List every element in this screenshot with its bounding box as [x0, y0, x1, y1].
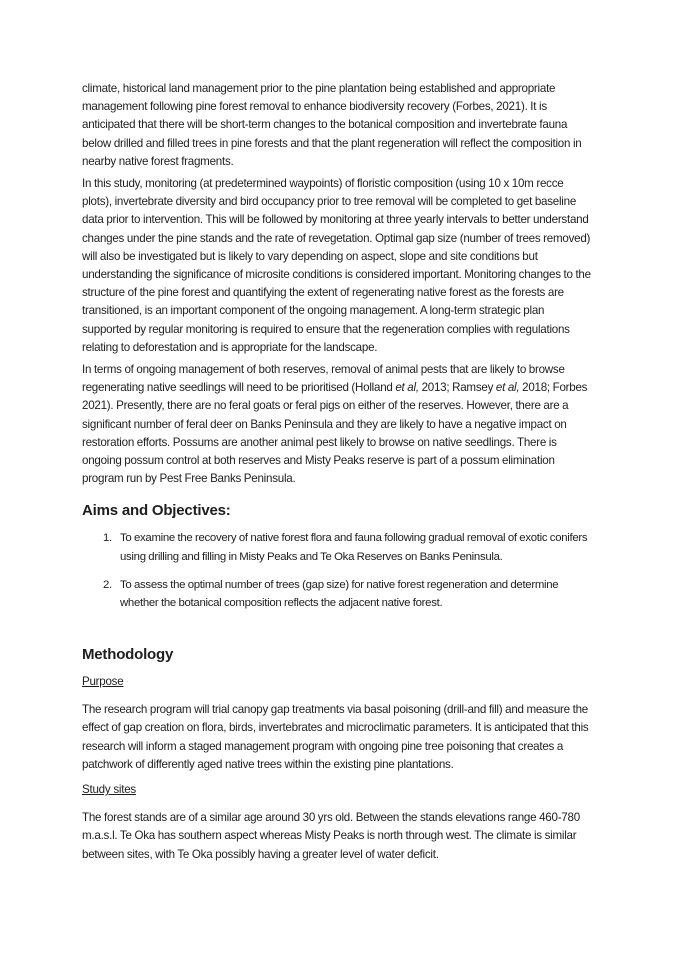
italic-citation-text: et al, [495, 381, 520, 395]
list-item [82, 529, 593, 565]
objectives-list [82, 529, 593, 612]
document-body [82, 80, 593, 864]
aims-and-objectives-heading: Aims and Objectives: [82, 502, 231, 520]
pest-management-paragraph: In terms of ongoing management of both reserves, removal of animal pests that are likely to browse regenerating native seedlings will need to be prioritised (Holland et al, 2013; Ramsey et al, 2018; Forbes 2021). Presently, there are no feral goats or feral pigs on either of the reserves. However, there are a significant number of feral deer on Banks Peninsula and they are likely to have a negative impact on restoration efforts. Possums are another animal pest likely to browse on native seedlings. There is ongoing possum control at both reserves and Misty Peaks reserve is part of a possum elimination program run by Pest Free Banks Peninsula. [82, 363, 588, 486]
list-item-number: 1. [103, 532, 112, 545]
list-item-text: To assess the optimal number of trees (gap size) for native forest regeneration and determine whether the botanical composition reflects the adjacent native forest. [120, 578, 559, 610]
study-sites-subheading: Study sites [82, 783, 136, 797]
list-item-number: 2. [103, 578, 112, 591]
study-sites-paragraph: The forest stands are of a similar age around 30 yrs old. Between the stands elevations range 460-780 m.a.s.l. Te Oka has southern aspect whereas Misty Peaks is north through west. The climate is similar between sites, with Te Oka possibly having a greater level of water deficit. [82, 811, 580, 861]
methodology-heading: Methodology [82, 646, 174, 664]
italic-citation-text: et al, [395, 381, 419, 395]
list-item [82, 576, 593, 612]
purpose-paragraph: The research program will trial canopy gap treatments via basal poisoning (drill-and fill) and measure the effect of gap creation on flora, birds, invertebrates and microclimatic parameters. It is anticipated that this research will inform a staged management program with ongoing pine tree poisoning that creates a patchwork of differently aged native trees within the existing pine plantations. [82, 703, 589, 771]
study-monitoring-paragraph: In this study, monitoring (at predetermined waypoints) of floristic composition (using 10 x 10m recce plots), invertebrate diversity and bird occupancy prior to tree removal will be completed to get baseline data prior to intervention. This will be followed by monitoring at three yearly intervals to better understand changes under the pine stands and the rate of revegetation. Optimal gap size (number of trees removed) will also be investigated but is likely to vary depending on aspect, slope and site conditions but understanding the significance of microsite conditions is considered important. Monitoring changes to the structure of the pine forest and quantifying the extent of regenerating native forest as the forests are transitioned, is an important component of the ongoing management. A long-term strategic plan supported by regular monitoring is required to ensure that the regeneration complies with regulations relating to deforestation and is appropriate for the landscape. [82, 177, 591, 354]
list-item-text: To examine the recovery of native forest flora and fauna following gradual removal of exotic conifers using drilling and filling in Misty Peaks and Te Oka Reserves on Banks Peninsula. [120, 532, 588, 563]
purpose-subheading: Purpose [82, 675, 124, 689]
intro-continuation-paragraph: climate, historical land management prior to the pine plantation being established and appropriate management following pine forest removal to enhance biodiversity recovery (Forbes, 2021). It is anticipated that there will be short-term changes to the botanical composition and invertebrate fauna below drilled and filled trees in pine forests and that the plant regeneration will reflect the composition in nearby native forest fragments. [82, 82, 582, 168]
